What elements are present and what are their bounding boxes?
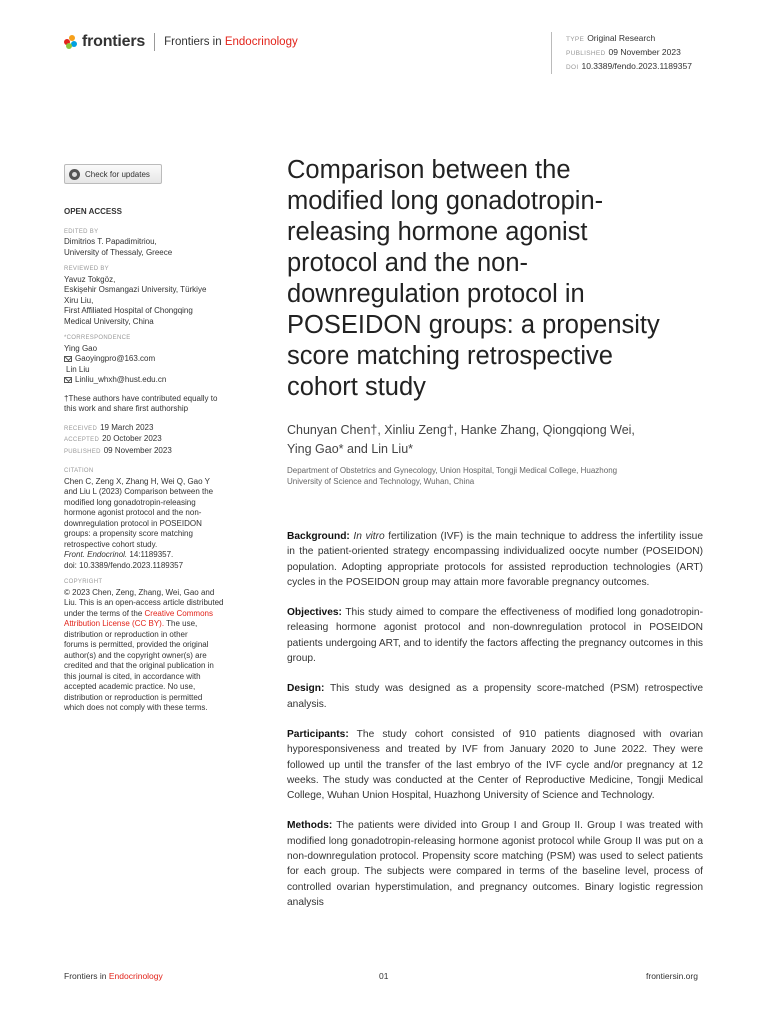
reviewer-name: Yavuz Tokgöz, bbox=[64, 274, 116, 284]
published-date: PUBLISHED 09 November 2023 bbox=[64, 445, 172, 455]
edited-by-label: EDITED BY bbox=[64, 228, 99, 235]
citation-text: Chen C, Zeng X, Zhang H, Wei Q, Gao Y and Liu L (2023) Comparison between the modified long gonadotropin-releasing hormone agonist protocol and the non- downregulation protocol in POSEIDON groups: a propensity score matching retrospective cohort study. Front. Endocrinol. 14:1189357. doi: 10.3389/fendo.2023.1189357 bbox=[64, 477, 242, 572]
article-sidebar bbox=[64, 207, 242, 716]
article-type: TYPE Original Research bbox=[566, 33, 656, 43]
journal-name[interactable]: Frontiers in Endocrinology bbox=[164, 36, 298, 48]
reviewer-affiliation: First Affiliated Hospital of Chongqing bbox=[64, 306, 193, 315]
email-link[interactable]: Gaoyingpro@163.com bbox=[64, 354, 242, 365]
license-link[interactable]: Creative Commons bbox=[144, 608, 213, 618]
editor-affiliation: University of Thessaly, Greece bbox=[64, 247, 173, 257]
article-meta bbox=[551, 32, 692, 74]
abstract-background: Background: In vitro fertilization (IVF) is the main technique to address the infertility issue in the patient-oriented strategy encompassing individualized oocyte number (POSEIDON) population. Adopting appropriate protocols for assisted reproduction technologies (ART) cycles in the POSEIDON group may attain more favorable pregnancy outcomes. bbox=[287, 531, 703, 588]
reviewer-affiliation: Medical University, China bbox=[64, 316, 154, 326]
page-number: 01 bbox=[379, 971, 389, 981]
header-divider bbox=[154, 33, 155, 51]
article-published: PUBLISHED 09 November 2023 bbox=[566, 47, 681, 57]
accepted-date: ACCEPTED 20 October 2023 bbox=[64, 434, 162, 443]
journal-header bbox=[64, 33, 298, 51]
received-date: RECEIVED 19 March 2023 bbox=[64, 422, 154, 432]
check-for-updates-button[interactable]: Check for updates bbox=[64, 164, 162, 184]
article-dates bbox=[64, 423, 242, 458]
correspondent-name: Lin Liu bbox=[66, 364, 90, 374]
frontiers-logo-text: frontiers bbox=[82, 33, 146, 50]
open-access-label: OPEN ACCESS bbox=[64, 207, 122, 216]
author-list: Chunyan Chen†, Xinliu Zeng†, Hanke Zhang, Qiongqiong Wei, Ying Gao* and Lin Liu* bbox=[287, 423, 635, 456]
citation-doi[interactable]: doi: 10.3389/fendo.2023.1189357 bbox=[64, 560, 184, 570]
footer-site-link[interactable]: frontiersin.org bbox=[646, 971, 698, 981]
abstract-objectives: Objectives: This study aimed to compare the effectiveness of modified long gonadotropin-releasing hormone agonist protocol and non-downregulation protocol in POSEIDON patients undergoing ART, and to identify the factors affecting the pregnancy outcomes in this group. bbox=[287, 607, 703, 665]
abstract bbox=[287, 529, 703, 925]
reviewed-by-label: REVIEWED BY bbox=[64, 266, 109, 272]
copyright-label: COPYRIGHT bbox=[64, 579, 103, 585]
footer-journal[interactable]: Frontiers in Endocrinology bbox=[64, 971, 163, 981]
envelope-icon bbox=[64, 356, 72, 362]
envelope-icon bbox=[64, 377, 72, 383]
correspondent-name: Ying Gao bbox=[64, 343, 98, 353]
copyright-text: © 2023 Chen, Zeng, Zhang, Wei, Gao and Liu. This is an open-access article distributed under the terms of the Creative Commons Attribution License (CC BY). The use, distribution or reproduction in other forums is permitted, provided the original author(s) and the copyright owner(s) are credited and that the original publication in this journal is cited, in accordance with accepted academic practice. No use, distribution or reproduction is permitted which does not comply with these terms. bbox=[64, 587, 224, 712]
article-doi[interactable]: DOI 10.3389/fendo.2023.1189357 bbox=[566, 61, 692, 71]
email-link[interactable]: Linliu_whxh@hust.edu.cn bbox=[64, 375, 242, 386]
license-link[interactable]: Attribution License (CC BY). bbox=[64, 619, 165, 628]
equal-contribution-note: †These authors have contributed equally to this work and share first authorship bbox=[64, 393, 218, 413]
article-title: Comparison between the modified long gonadotropin- releasing hormone agonist protocol and the non- downregulation protocol in POSEIDON groups: a propensity score matching retrospective cohort study bbox=[287, 156, 660, 401]
frontiers-logo-icon bbox=[64, 35, 78, 49]
abstract-methods: Methods: The patients were divided into Group I and Group II. Group I was treated with modified long gonadotropin-releasing hormone agonist protocol while Group II was put on a non-downregulation protocol. Propensity score matching (PSM) was used to select patients for each group. The subjects were compared in terms of the baseline level, process of controlled ovarian hyperstimulation, and pregnancy outcomes. Binary logistic regression analysis bbox=[287, 820, 703, 908]
abstract-participants: Participants: The study cohort consisted of 910 patients diagnosed with ovarian hyporesponsiveness and treated by IVF from January 2020 to June 2022. They were followed up until the transfer of the last embryo of the IVF cycle and/or pregnancy at 12 weeks. The study was conducted at the Center of Reproductive Medicine, Tongji Medical College, Wuhan Union Hospital, Huazhong University of Science and Technology. bbox=[287, 728, 703, 802]
editor-name: Dimitrios T. Papadimitriou, bbox=[64, 237, 157, 246]
citation-label: CITATION bbox=[64, 468, 94, 474]
abstract-design: Design: This study was designed as a propensity score-matched (PSM) retrospective analysis. bbox=[287, 683, 703, 710]
author-affiliation: Department of Obstetrics and Gynecology, Union Hospital, Tongji Medical College, Huazhong University of Science and Technology, Wuhan, China bbox=[287, 466, 618, 486]
correspondence-label: *CORRESPONDENCE bbox=[64, 335, 131, 341]
updates-icon bbox=[69, 169, 80, 180]
reviewer-affiliation: Eskişehir Osmangazi University, Türkiye bbox=[64, 285, 207, 294]
reviewer-name: Xiru Liu, bbox=[64, 295, 94, 305]
